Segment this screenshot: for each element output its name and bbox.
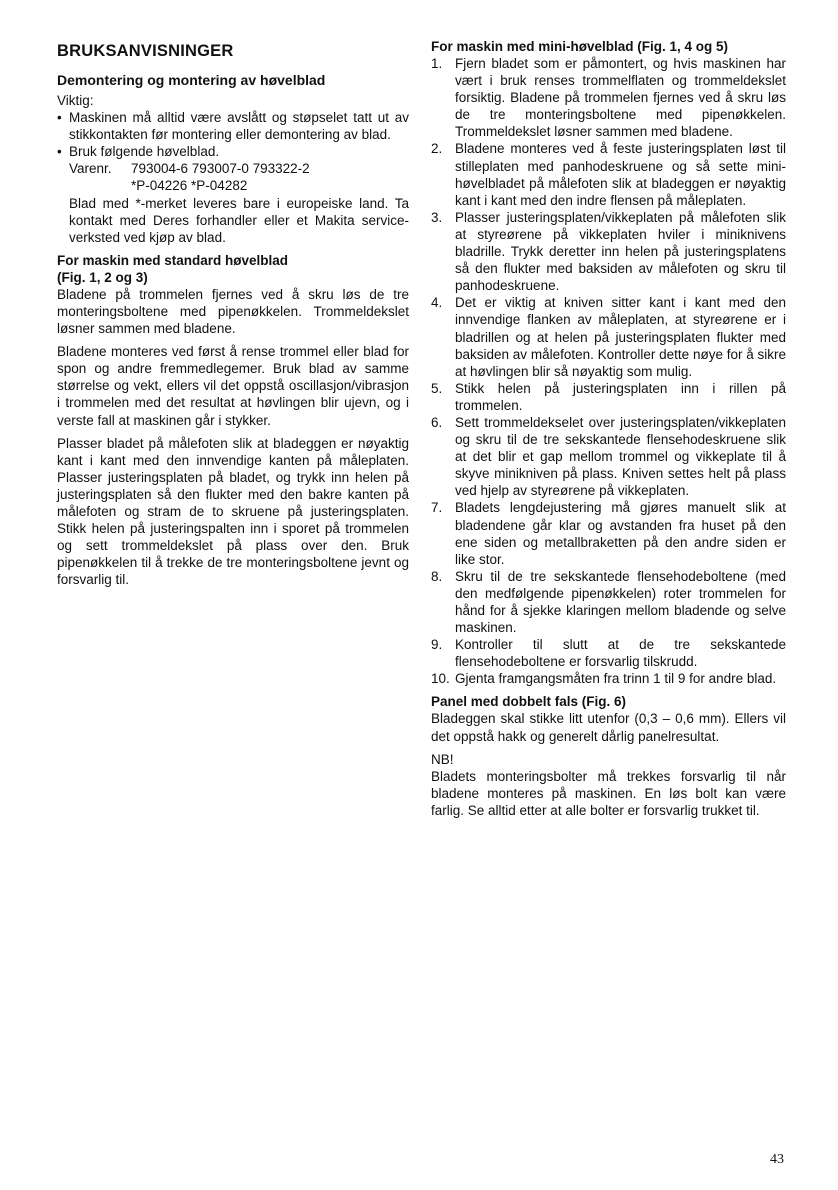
section-heading-blade-mounting: Demontering og montering av høvelblad xyxy=(57,72,326,88)
list-item xyxy=(431,414,786,499)
step-number: 7. xyxy=(431,500,443,516)
list-item xyxy=(431,636,786,670)
step-text: Det er viktig at kniven sitter kant i kant med den innvendige flanken av måleplaten, at styreørene er i bladrillen og at helen på justeringsplaten flukter med baksiden av målefoten. Kontroller dette nøye for å sikre at høvlingen blir så nøyaktig som mulig. xyxy=(455,295,786,379)
paragraph-position-blade: Plasser bladet på målefoten slik at bladeggen er nøyaktig kant i kant med den innvendige kanten på måleplaten. Plasser justeringsplaten på bladet, og trykk inn helen på justeringsplaten så den flukter med den bakre kanten på målefoten og stram de to skruene på justeringsplaten. Stikk helen på justeringspalten inn i sporet på trommelen og sett trommeldekslet på plass over den. Bruk pipenøkkelen til å trekke de tre monteringsboltene jevnt og forsvarlig til. xyxy=(57,435,409,588)
list-item xyxy=(431,670,786,687)
step-text: Skru til de tre sekskantede flensehodeboltene (med den medfølgende pipenøkkelen) roter trommelen for hånd for å sjekke klaringen mellom bladende og selve maskinen. xyxy=(455,568,786,636)
bullet-item xyxy=(57,109,409,143)
bullet-icon: • xyxy=(57,144,62,160)
bullet-text: Maskinen må alltid være avslått og støpselet tatt ut av stikkontakten før montering eller demontering av blad. xyxy=(69,110,409,143)
bullet-item xyxy=(57,143,409,160)
mini-blade-steps xyxy=(431,55,786,687)
page-title: BRUKSANVISNINGER xyxy=(57,42,234,60)
step-number: 9. xyxy=(431,637,443,653)
panel-heading: Panel med dobbelt fals (Fig. 6) xyxy=(431,694,627,710)
list-item xyxy=(431,499,786,567)
step-number: 8. xyxy=(431,568,443,584)
left-column xyxy=(57,38,409,588)
step-text: Kontroller til slutt at de tre sekskantede flensehodeboltene er forsvarlig tilskrudd. xyxy=(455,637,786,670)
list-item xyxy=(431,568,786,636)
right-column xyxy=(431,38,786,819)
panel-text: Bladeggen skal stikke litt utenfor (0,3 – 0,6 mm). Ellers vil det oppstå hakk og generelt dårlig panelresultat. xyxy=(431,711,786,744)
list-item xyxy=(431,294,786,379)
list-item xyxy=(431,140,786,208)
standard-blade-heading: For maskin med standard høvelblad xyxy=(57,252,289,268)
step-text: Plasser justeringsplaten/vikkeplaten på målefoten slik at styreørene på vikkeplaten hviler i miniknivens bladrille. Trykk deretter inn helen på justeringsplatens så den flukter med baksiden av målefoten og skru til panhodeskruene. xyxy=(455,209,786,294)
step-text: Bladets lengdejustering må gjøres manuelt slik at bladendene går klar og avstanden fra huset på den ene siden og metallbraketten på den andre siden er like stor. xyxy=(455,500,786,567)
step-text: Stikk helen på justeringsplaten inn i rillen på trommelen. xyxy=(455,380,786,413)
step-text: Sett trommeldekselet over justeringsplaten/vikkeplaten og skru til de tre sekskantede flensehodeskruene slik at det blir et gap mellom trommel og vikkeplate til å skyve minikniven på plass. Kniven settes helt på plass ved hjelp av styreørene på vikkeplaten. xyxy=(455,414,786,499)
step-text: Fjern bladet som er påmontert, og hvis maskinen har vært i bruk renses trommelflaten og trommeldekslet forsiktig. Bladene på trommelen fjernes ved å skru løs de tre monteringsboltene med pipenøkkelen. Trommeldekslet løsner sammen med bladene. xyxy=(455,56,786,140)
step-number: 10. xyxy=(431,671,450,687)
page-number: 43 xyxy=(770,1152,784,1167)
list-item xyxy=(431,380,786,414)
bullet-text: Bruk følgende høvelblad. xyxy=(69,144,220,160)
part-numbers xyxy=(57,160,409,245)
bullet-icon: • xyxy=(57,110,62,126)
part-numbers-line: *P-04226 *P-04282 xyxy=(131,178,248,194)
nb-label: NB! xyxy=(431,751,454,767)
important-label: Viktig: xyxy=(57,93,94,108)
list-item xyxy=(431,209,786,294)
step-number: 2. xyxy=(431,141,443,157)
list-item xyxy=(431,55,786,140)
standard-blade-figure-ref: (Fig. 1, 2 og 3) xyxy=(57,269,148,285)
part-number-label: Varenr. xyxy=(69,161,112,177)
nb-text: Bladets monteringsbolter må trekkes forsvarlig til når bladene monteres på maskinen. En løs bolt kan være farlig. Se alltid etter at alle bolter er forsvarlig trukket til. xyxy=(431,768,786,818)
step-text: Bladene monteres ved å feste justeringsplaten løst til stilleplaten med panhodeskruene og så sette mini-høvelbladet på målefoten slik at bladeggen er nøyaktig kant i kant med den indre flensen på måleplaten. xyxy=(455,141,786,208)
europe-note: Blad med *-merket leveres bare i europeiske land. Ta kontakt med Deres forhandler eller et Makita service-verksted ved kjøp av blad. xyxy=(69,195,409,245)
step-text: Gjenta framgangsmåten fra trinn 1 til 9 for andre blad. xyxy=(455,671,777,687)
paragraph-install-blades: Bladene monteres ved først å rense trommel eller blad for spon og andre fremmedlegemer. Bruk blad av samme størrelse og vekt, ellers vil det oppstå oscillasjon/vibrasjon i trommelen med det resultat at høvlingen blir ujevn, og i verste fall at maskinen går i stykker. xyxy=(57,344,409,428)
step-number: 6. xyxy=(431,414,443,430)
paragraph-remove-blades: Bladene på trommelen fjernes ved å skru løs de tre monteringsboltene med pipenøkkelen. Trommeldekslet løsner sammen med bladene. xyxy=(57,286,409,337)
step-number: 1. xyxy=(431,56,443,71)
step-number: 5. xyxy=(431,380,443,396)
mini-blade-heading: For maskin med mini-høvelblad (Fig. 1, 4 og 5) xyxy=(431,39,729,54)
step-number: 4. xyxy=(431,295,443,311)
part-numbers-line: 793004-6 793007-0 793322-2 xyxy=(131,161,310,177)
step-number: 3. xyxy=(431,209,443,225)
